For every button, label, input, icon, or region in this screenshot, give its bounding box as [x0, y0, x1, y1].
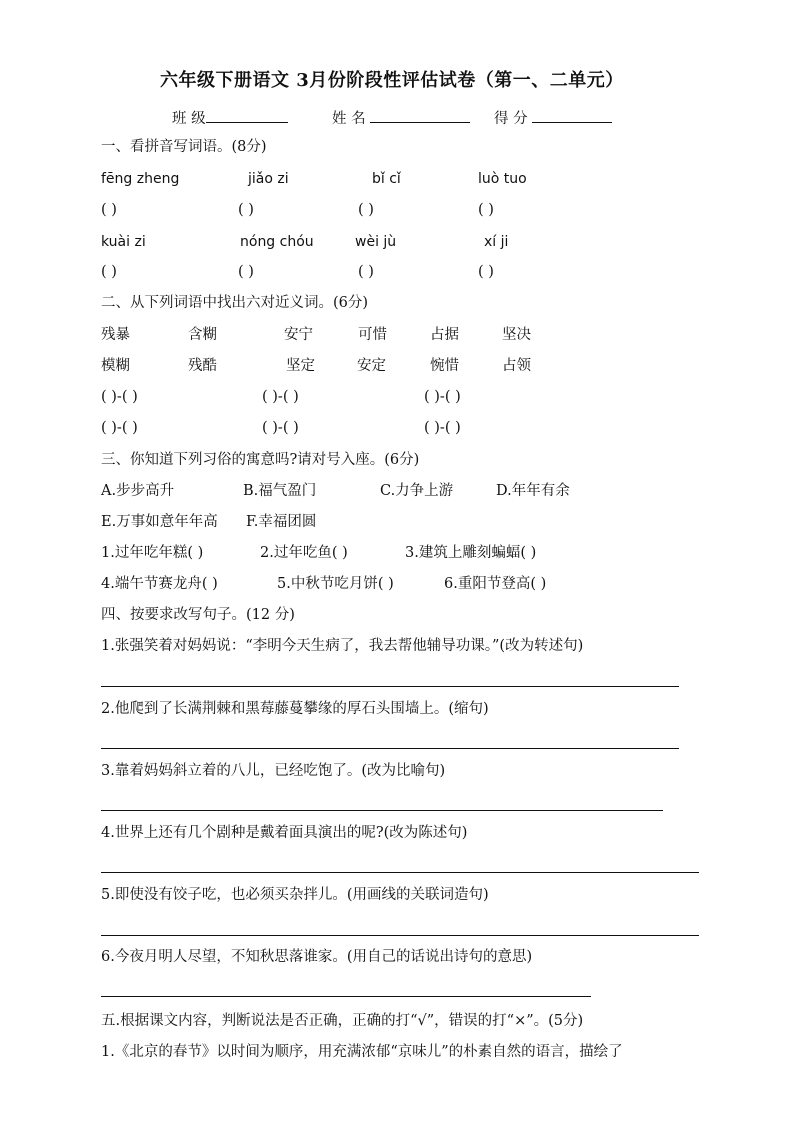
custom-question-1[interactable]: 1.过年吃年糕( ): [101, 545, 204, 561]
option: C.力争上游: [380, 483, 454, 499]
word: 模糊: [101, 358, 130, 374]
answer-line-4[interactable]: [101, 872, 699, 873]
class-field: [172, 108, 288, 127]
rewrite-question-5: 5.即使没有饺子吃，也必须买杂拌儿。(用画线的关联词造句): [101, 887, 489, 903]
answer-line-1[interactable]: [101, 686, 679, 687]
synonym-pair-1[interactable]: ( )-( ): [101, 389, 138, 405]
answer-bracket-8[interactable]: ( ): [478, 264, 494, 280]
synonym-pair-6[interactable]: ( )-( ): [424, 420, 461, 436]
word: 占领: [502, 358, 531, 374]
answer-bracket-6[interactable]: ( ): [238, 264, 254, 280]
word: 残酷: [188, 358, 217, 374]
custom-question-6[interactable]: 6.重阳节登高( ): [444, 576, 547, 592]
exam-title: 六年级下册语文 3月份阶段性评估试卷（第一、二单元）: [160, 70, 624, 91]
word: 含糊: [188, 327, 217, 343]
word: 安宁: [284, 327, 313, 343]
score-label: 得 分: [494, 111, 528, 127]
word: 可惜: [358, 327, 387, 343]
synonym-pair-2[interactable]: ( )-( ): [262, 389, 299, 405]
section-5-heading: 五.根据课文内容，判断说法是否正确，正确的打“√”，错误的打“×”。(5分): [101, 1013, 584, 1029]
pinyin-1: fēng zheng: [101, 171, 180, 187]
custom-question-4[interactable]: 4.端午节赛龙舟( ): [101, 576, 218, 592]
synonym-pair-3[interactable]: ( )-( ): [424, 389, 461, 405]
custom-question-3[interactable]: 3.建筑上雕刻蝙蝠( ): [405, 545, 537, 561]
score-blank[interactable]: [532, 108, 612, 123]
rewrite-question-2: 2.他爬到了长满荆棘和黑莓藤蔓攀缘的厚石头围墙上。(缩句): [101, 701, 489, 717]
pinyin-6: nóng chóu: [240, 234, 314, 250]
pinyin-5: kuài zi: [101, 234, 146, 250]
custom-question-2[interactable]: 2.过年吃鱼( ): [260, 545, 348, 561]
answer-bracket-2[interactable]: ( ): [238, 202, 254, 218]
name-blank[interactable]: [370, 108, 470, 123]
synonym-pair-4[interactable]: ( )-( ): [101, 420, 138, 436]
rewrite-question-4: 4.世界上还有几个剧种是戴着面具演出的呢?(改为陈述句): [101, 825, 468, 841]
answer-line-6[interactable]: [101, 996, 591, 997]
pinyin-4: luò tuo: [478, 171, 527, 187]
section-2-heading: 二、从下列词语中找出六对近义词。(6分): [101, 295, 369, 311]
judge-question-1: 1.《北京的春节》以时间为顺序，用充满浓郁“京味儿”的朴素自然的语言，描绘了: [101, 1044, 623, 1060]
answer-line-5[interactable]: [101, 935, 699, 936]
option: A.步步高升: [101, 483, 175, 499]
rewrite-question-1: 1.张强笑着对妈妈说：“李明今天生病了，我去帮他辅导功课。”(改为转述句): [101, 638, 584, 654]
custom-question-5[interactable]: 5.中秋节吃月饼( ): [277, 576, 394, 592]
answer-bracket-7[interactable]: ( ): [358, 264, 374, 280]
option: F.幸福团圆: [246, 514, 317, 530]
synonym-pair-5[interactable]: ( )-( ): [262, 420, 299, 436]
option: D.年年有余: [496, 483, 570, 499]
section-3-heading: 三、你知道下列习俗的寓意吗?请对号入座。(6分): [101, 452, 420, 468]
word: 安定: [357, 358, 386, 374]
option: B.福气盈门: [243, 483, 317, 499]
word: 占据: [430, 327, 459, 343]
word: 坚决: [502, 327, 531, 343]
section-4-heading: 四、按要求改写句子。(12 分): [101, 607, 295, 623]
answer-bracket-3[interactable]: ( ): [358, 202, 374, 218]
answer-bracket-4[interactable]: ( ): [478, 202, 494, 218]
class-label: 班 级: [172, 111, 206, 127]
name-label: 姓 名: [332, 111, 366, 127]
answer-bracket-1[interactable]: ( ): [101, 202, 117, 218]
word: 坚定: [286, 358, 315, 374]
word: 残暴: [101, 327, 130, 343]
answer-line-2[interactable]: [101, 748, 679, 749]
rewrite-question-6: 6.今夜月明人尽望，不知秋思落谁家。(用自己的话说出诗句的意思): [101, 949, 533, 965]
pinyin-8: xí ji: [484, 234, 509, 250]
pinyin-2: jiǎo zi: [248, 171, 289, 187]
word: 惋惜: [430, 358, 459, 374]
rewrite-question-3: 3.靠着妈妈斜立着的八儿，已经吃饱了。(改为比喻句): [101, 763, 446, 779]
score-field: [494, 108, 612, 127]
option: E.万事如意年年高: [101, 514, 218, 530]
answer-bracket-5[interactable]: ( ): [101, 264, 117, 280]
answer-line-3[interactable]: [101, 810, 663, 811]
name-field: [332, 108, 470, 127]
class-blank[interactable]: [206, 108, 288, 123]
section-1-heading: 一、看拼音写词语。(8分): [101, 139, 267, 155]
pinyin-7: wèi jù: [355, 234, 397, 250]
pinyin-3: bǐ cǐ: [372, 171, 401, 187]
